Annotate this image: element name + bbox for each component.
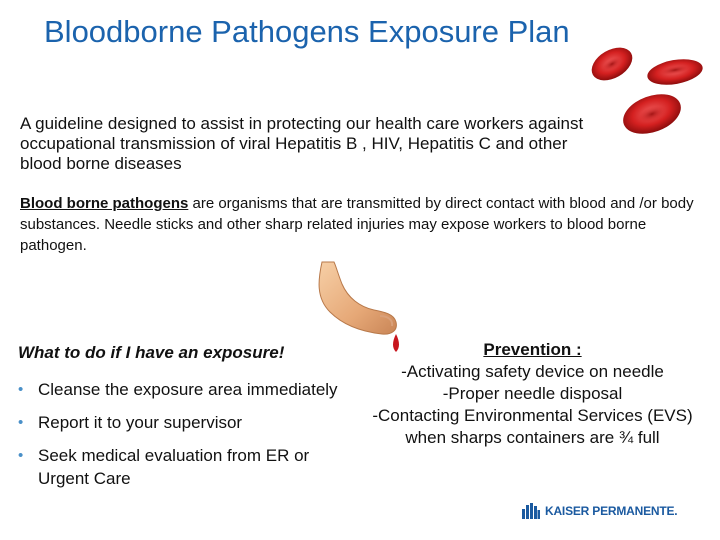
bullet-icon: • — [18, 447, 24, 464]
definition-term: Blood borne pathogens — [20, 195, 189, 212]
exposure-steps-list — [18, 378, 348, 500]
prevention-heading: Prevention : — [483, 340, 582, 359]
blood-cell-2 — [645, 55, 704, 88]
intro-paragraph: A guideline designed to assist in protecting our health care workers against occupational transmission of viral Hepatitis B , HIV, Hepatitis C and other blood borne diseases — [20, 114, 584, 173]
definition-paragraph — [20, 193, 700, 256]
bullet-icon: • — [18, 381, 24, 398]
kaiser-permanente-logo — [522, 503, 677, 519]
blood-cell-1 — [586, 41, 638, 87]
prevention-line: -Activating safety device on needle — [401, 362, 664, 381]
prevention-block — [360, 339, 705, 449]
prevention-line: -Contacting Environmental Services (EVS) when sharps containers are ¾ full — [372, 406, 693, 447]
blood-cell-3 — [618, 87, 687, 140]
bullet-icon: • — [18, 414, 24, 431]
logo-text: KAISER PERMANENTE. — [545, 504, 678, 518]
list-item: • Seek medical evaluation from ER or Urgent Care — [18, 446, 310, 488]
kaiser-logo-icon — [522, 503, 540, 519]
exposure-heading: What to do if I have an exposure! — [18, 343, 285, 362]
slide-title: Bloodborne Pathogens Exposure Plan — [44, 14, 570, 49]
prevention-line: -Proper needle disposal — [442, 384, 623, 403]
definition-text: are organisms that are transmitted by direct contact with blood and /or body substances. Needle sticks and other sharp related injuries may expose workers to blood borne pathogen. — [20, 195, 694, 254]
list-item: • Report it to your supervisor — [18, 413, 243, 432]
list-item: • Cleanse the exposure area immediately — [18, 380, 338, 399]
